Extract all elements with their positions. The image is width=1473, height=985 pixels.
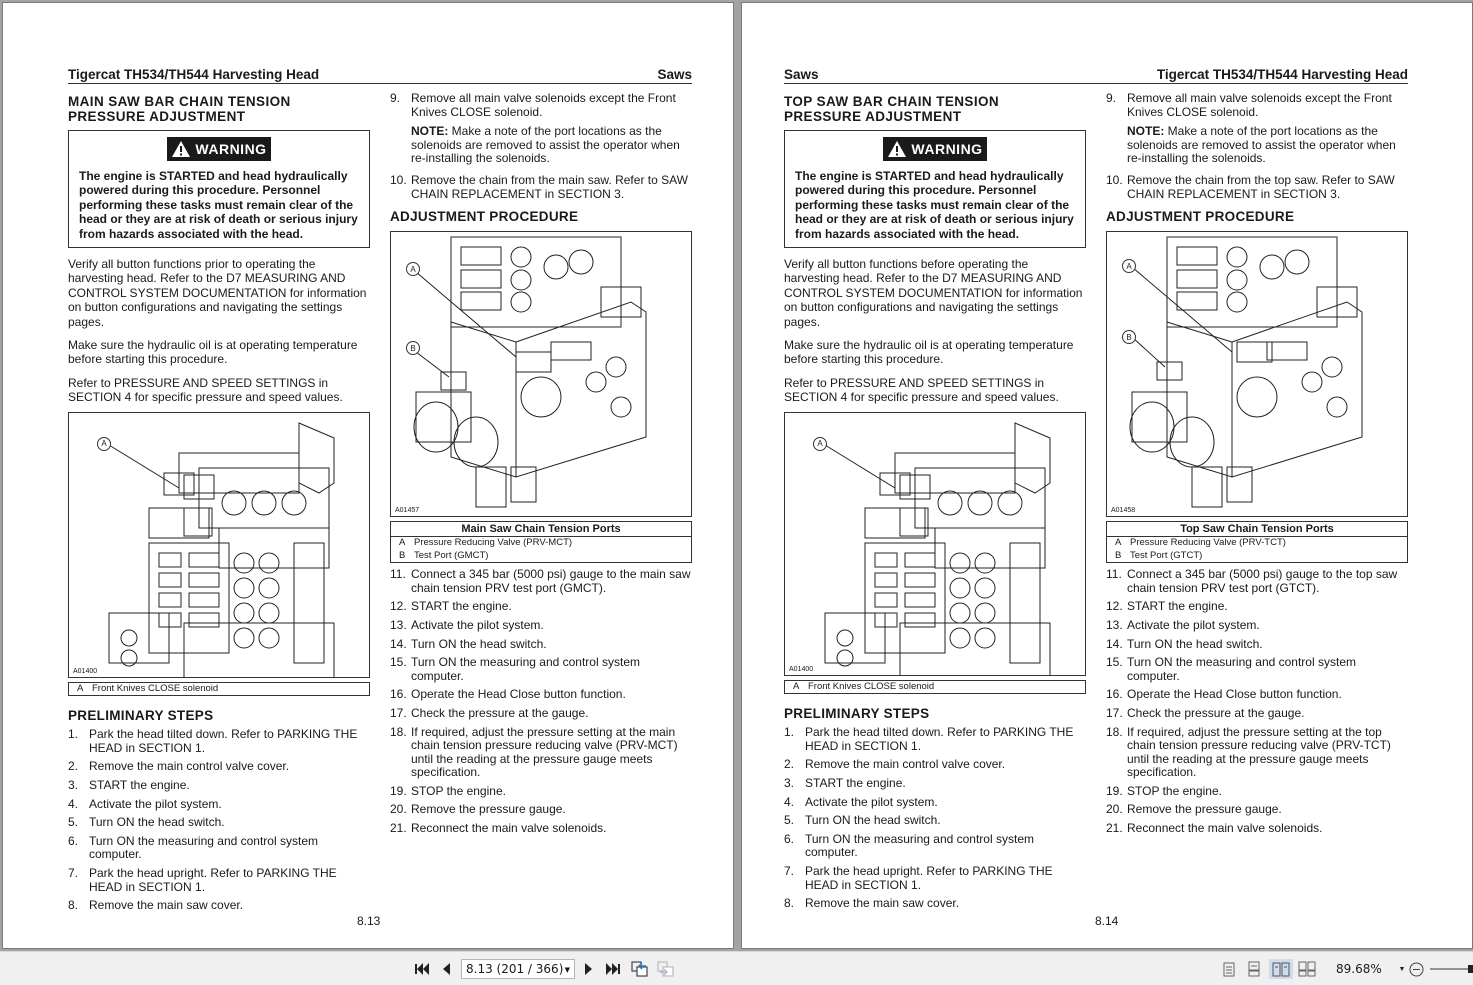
- legend-row: B Test Port (GMCT): [399, 549, 489, 561]
- step-item: 7. Park the head upright. Refer to PARKING THE HEAD in SECTION 1.: [784, 863, 1053, 892]
- legend-row: A Front Knives CLOSE solenoid: [77, 682, 219, 694]
- previous-page-button[interactable]: [439, 960, 453, 978]
- callout-a: A: [813, 437, 827, 451]
- legend-row: A Front Knives CLOSE solenoid: [793, 680, 935, 692]
- figure-valve-front-knives: [68, 412, 370, 678]
- callout-a: A: [406, 262, 420, 276]
- dropdown-arrow-icon: ▼: [1398, 965, 1406, 973]
- previous-view-icon: [631, 961, 649, 977]
- step-item: 11. Connect a 345 bar (5000 psi) gauge to the main saw chain tension PRV test port (GMCT).: [390, 567, 691, 595]
- callout-a: A: [1122, 259, 1136, 273]
- warning-triangle-icon: [171, 140, 191, 158]
- steps-continued: [390, 92, 692, 201]
- preliminary-heading: PRELIMINARY STEPS: [784, 706, 930, 722]
- step-item: 16. Operate the Head Close button function.: [390, 687, 626, 702]
- zoom-dropdown-button[interactable]: [1397, 960, 1407, 978]
- step-item: 15. Turn ON the measuring and control system computer.: [390, 655, 640, 683]
- page-8-13: [2, 2, 734, 949]
- page-number: 8.14: [1095, 914, 1119, 928]
- warning-triangle-icon: [887, 140, 907, 158]
- legend-row: A Pressure Reducing Valve (PRV-TCT): [1115, 537, 1286, 549]
- step-item: 16. Operate the Head Close button function.: [1106, 687, 1342, 702]
- figure-id: A01458: [1111, 507, 1136, 515]
- valve-illustration: [1107, 232, 1407, 517]
- zoom-level[interactable]: 89.68%: [1336, 962, 1382, 976]
- zoom-slider-track: [1430, 963, 1473, 975]
- note: NOTE: Make a note of the port locations as the solenoids are removed to assist the operator when re-installing the solenoids.: [1127, 124, 1396, 166]
- next-view-button[interactable]: [656, 960, 676, 978]
- previous-page-icon: [441, 962, 451, 976]
- zoom-out-icon: [1409, 962, 1424, 977]
- step-item: 12. START the engine.: [1106, 599, 1228, 614]
- step-item: 10. Remove the chain from the main saw. Refer to SAW CHAIN REPLACEMENT in SECTION 3.: [390, 172, 689, 201]
- figure-valve-front-knives: [784, 412, 1086, 676]
- figure-id: A01400: [789, 665, 814, 673]
- callout-b: B: [406, 341, 420, 355]
- step-item: 5. Turn ON the head switch.: [68, 815, 225, 830]
- step-item: 20. Remove the pressure gauge.: [1106, 802, 1282, 817]
- continuous-facing-view-button[interactable]: [1298, 960, 1316, 978]
- step-item: 1. Park the head tilted down. Refer to PARKING THE HEAD in SECTION 1.: [784, 725, 1074, 753]
- page-header: [784, 66, 1408, 84]
- valve-illustration: [69, 413, 369, 678]
- left-column: [68, 92, 370, 913]
- legend-row: A Pressure Reducing Valve (PRV-MCT): [399, 537, 573, 549]
- step-item: 19. STOP the engine.: [390, 783, 506, 798]
- zoom-slider[interactable]: [1430, 960, 1473, 978]
- page-selector[interactable]: 8.13 (201 / 366) ▼: [461, 959, 575, 979]
- header-title: Tigercat TH534/TH544 Harvesting Head: [1156, 67, 1408, 82]
- warning-label: WARNING: [883, 137, 987, 161]
- adjustment-steps: [390, 568, 692, 836]
- figure-legend: [1106, 521, 1408, 563]
- figure-id: A01400: [73, 667, 98, 675]
- step-item: 14. Turn ON the head switch.: [390, 636, 547, 651]
- step-item: 13. Activate the pilot system.: [390, 617, 544, 632]
- step-item: 13. Activate the pilot system.: [1106, 617, 1260, 632]
- preliminary-steps: [784, 726, 1086, 911]
- next-page-button[interactable]: [582, 960, 596, 978]
- legend-title: Main Saw Chain Tension Ports: [391, 522, 691, 537]
- header-section: Saws: [657, 67, 692, 82]
- figure-legend: [390, 521, 692, 563]
- first-page-button[interactable]: [413, 960, 431, 978]
- step-item: 3. START the engine.: [68, 777, 190, 792]
- step-item: 9. Remove all main valve solenoids except the Front Knives CLOSE solenoid. NOTE: Make a note of the port locations as the solenoids are removed to assist the operator when re-installing the solenoids.: [1106, 92, 1408, 166]
- adjustment-heading: ADJUSTMENT PROCEDURE: [390, 209, 579, 225]
- step-item: 18. If required, adjust the pressure setting at the main chain tension pressure reducing valve (PRV-MCT) until the reading at the pressure gauge meets specification.: [390, 724, 678, 780]
- preliminary-steps: [68, 728, 370, 913]
- section-title: TOP SAW BAR CHAIN TENSION PRESSURE ADJUSTMENT: [784, 94, 1000, 124]
- figure-legend: [68, 682, 370, 697]
- step-item: 14. Turn ON the head switch.: [1106, 636, 1263, 651]
- step-item: 17. Check the pressure at the gauge.: [1106, 705, 1305, 720]
- figure-legend: [784, 680, 1086, 695]
- step-item: 6. Turn ON the measuring and control system computer.: [784, 831, 1034, 860]
- paragraph: Verify all button functions prior to operating the harvesting head. Refer to the D7 MEASURING AND CONTROL SYSTEM DOCUMENTATION for information on button configurations and navigating the settings pages.: [68, 257, 367, 329]
- left-column: [784, 92, 1086, 911]
- last-page-icon: [605, 962, 621, 976]
- paragraph: Refer to PRESSURE AND SPEED SETTINGS in SECTION 4 for specific pressure and speed values.: [68, 375, 343, 405]
- step-item: 21. Reconnect the main valve solenoids.: [1106, 821, 1323, 836]
- single-page-icon: [1223, 962, 1235, 977]
- step-item: 8. Remove the main saw cover.: [68, 898, 244, 913]
- adjustment-heading: ADJUSTMENT PROCEDURE: [1106, 209, 1295, 225]
- step-item: 12. START the engine.: [390, 599, 512, 614]
- warning-text: The engine is STARTED and head hydraulically powered during this procedure. Personnel performing these tasks must remain clear of the head or they are at risk of death or serious injury from hazards associated with the head.: [795, 169, 1074, 241]
- section-title: MAIN SAW BAR CHAIN TENSION PRESSURE ADJUSTMENT: [68, 94, 291, 124]
- warning-box: [784, 130, 1086, 248]
- legend-title: Top Saw Chain Tension Ports: [1107, 522, 1407, 537]
- page-8-14: [741, 2, 1473, 949]
- facing-pages-view-button[interactable]: [1269, 959, 1293, 979]
- figure-id: A01457: [395, 507, 420, 515]
- step-item: 5. Turn ON the head switch.: [784, 813, 941, 828]
- legend-row: B Test Port (GTCT): [1115, 549, 1203, 561]
- figure-chain-tension-ports: [390, 231, 692, 517]
- continuous-page-icon: [1248, 961, 1260, 977]
- step-item: 18. If required, adjust the pressure setting at the top chain tension pressure reducing valve (PRV-TCT) until the reading at the pressure gauge meets specification.: [1106, 724, 1391, 780]
- warning-box: [68, 130, 370, 248]
- page-header: [68, 66, 692, 84]
- step-item: 19. STOP the engine.: [1106, 783, 1222, 798]
- right-column: [1106, 87, 1408, 836]
- steps-continued: [1106, 92, 1408, 201]
- note: NOTE: Make a note of the port locations as the solenoids are removed to assist the operator when re-installing the solenoids.: [411, 124, 680, 166]
- continuous-facing-icon: [1298, 961, 1316, 977]
- paragraph: Make sure the hydraulic oil is at operating temperature before starting this procedure.: [68, 338, 358, 367]
- figure-chain-tension-ports: [1106, 231, 1408, 517]
- callout-b: B: [1122, 330, 1136, 344]
- step-item: 15. Turn ON the measuring and control system computer.: [1106, 655, 1356, 683]
- next-page-icon: [584, 962, 594, 976]
- warning-text: The engine is STARTED and head hydraulically powered during this procedure. Personnel performing these tasks must remain clear of the head or they are at risk of death or serious injury from hazards associated with the head.: [79, 169, 358, 241]
- preliminary-heading: PRELIMINARY STEPS: [68, 708, 214, 724]
- step-item: 20. Remove the pressure gauge.: [390, 802, 566, 817]
- next-view-icon: [657, 961, 675, 977]
- single-page-view-button[interactable]: [1221, 960, 1237, 978]
- step-item: 21. Reconnect the main valve solenoids.: [390, 821, 607, 836]
- step-item: 11. Connect a 345 bar (5000 psi) gauge to the top saw chain tension PRV test port (GTCT).: [1106, 567, 1398, 595]
- header-section: Saws: [784, 67, 819, 82]
- step-item: 1. Park the head tilted down. Refer to PARKING THE HEAD in SECTION 1.: [68, 727, 358, 755]
- callout-a: A: [97, 437, 111, 451]
- step-item: 4. Activate the pilot system.: [784, 794, 938, 809]
- valve-illustration: [785, 413, 1085, 676]
- step-item: 10. Remove the chain from the top saw. Refer to SAW CHAIN REPLACEMENT in SECTION 3.: [1106, 172, 1395, 201]
- adjustment-steps: [1106, 568, 1408, 836]
- right-column: [390, 87, 692, 836]
- step-item: 2. Remove the main control valve cover.: [784, 757, 1006, 772]
- previous-view-button[interactable]: [630, 960, 650, 978]
- step-item: 8. Remove the main saw cover.: [784, 896, 960, 911]
- step-item: 6. Turn ON the measuring and control system computer.: [68, 833, 318, 862]
- paragraph: Make sure the hydraulic oil is at operating temperature before starting this procedure.: [784, 338, 1074, 367]
- continuous-view-button[interactable]: [1246, 960, 1262, 978]
- step-item: 4. Activate the pilot system.: [68, 796, 222, 811]
- first-page-icon: [414, 962, 430, 976]
- zoom-out-button[interactable]: [1408, 960, 1424, 978]
- page-number: 8.13: [357, 914, 381, 928]
- navigation-toolbar: [0, 951, 1473, 985]
- last-page-button[interactable]: [604, 960, 622, 978]
- paragraph: Refer to PRESSURE AND SPEED SETTINGS in SECTION 4 for specific pressure and speed values.: [784, 375, 1059, 405]
- step-item: 3. START the engine.: [784, 775, 906, 790]
- header-title: Tigercat TH534/TH544 Harvesting Head: [68, 67, 320, 82]
- warning-label: WARNING: [167, 137, 271, 161]
- paragraph: Verify all button functions before operating the harvesting head. Refer to the D7 MEASURING AND CONTROL SYSTEM DOCUMENTATION for information on button configurations and navigating the settings pages.: [784, 257, 1083, 329]
- step-item: 7. Park the head upright. Refer to PARKING THE HEAD in SECTION 1.: [68, 865, 337, 894]
- step-item: 9. Remove all main valve solenoids except the Front Knives CLOSE solenoid. NOTE: Make a note of the port locations as the solenoids are removed to assist the operator when re-installing the solenoids.: [390, 92, 692, 166]
- dropdown-arrow-icon: ▼: [564, 966, 570, 974]
- step-item: 17. Check the pressure at the gauge.: [390, 705, 589, 720]
- step-item: 2. Remove the main control valve cover.: [68, 759, 290, 774]
- valve-illustration: [391, 232, 691, 517]
- facing-pages-icon: [1272, 962, 1290, 977]
